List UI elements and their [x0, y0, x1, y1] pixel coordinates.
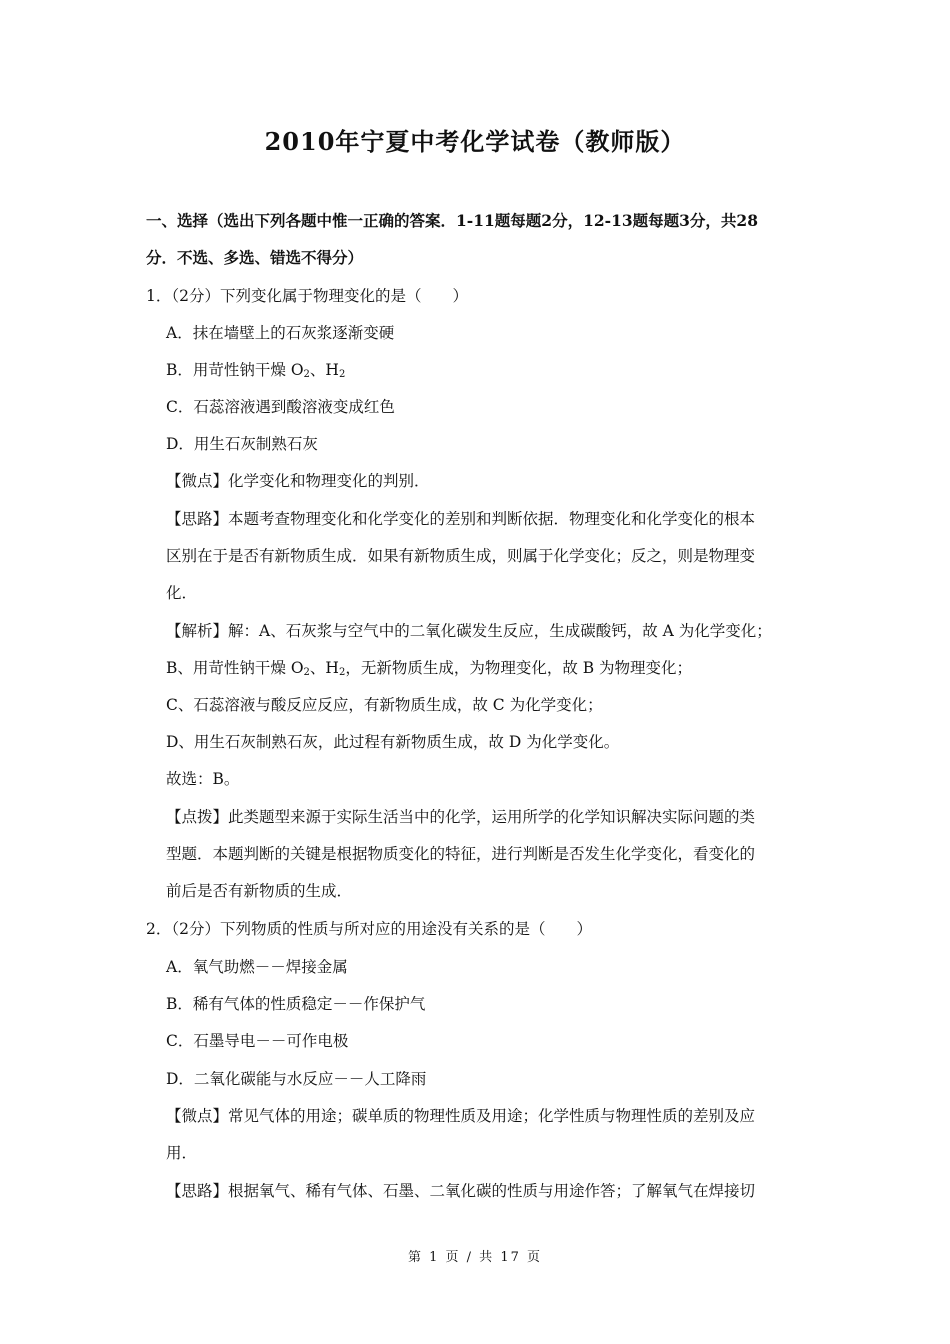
question-1-option-a: A．抹在墙壁上的石灰浆逐渐变硬: [166, 324, 395, 342]
question-2-key-point-line-2: 用．: [166, 1144, 198, 1162]
question-1-approach-line-1: 【思路】本题考查物理变化和化学变化的差别和判断依据．物理变化和化学变化的根本: [166, 510, 756, 528]
question-2-option-d: D．二氧化碳能与水反应－－人工降雨: [166, 1070, 427, 1088]
question-1-analysis-line-3: C、石蕊溶液与酸反应反应，有新物质生成，故 C 为化学变化；: [166, 696, 603, 714]
question-1-answer: 故选：B。: [166, 770, 240, 788]
question-1-stem: 1．（2分）下列变化属于物理变化的是（ ）: [146, 287, 468, 305]
page-title: 2010年宁夏中考化学试卷（教师版）: [264, 127, 686, 156]
question-2-key-point-line-1: 【微点】常见气体的用途；碳单质的物理性质及用途；化学性质与物理性质的差别及应: [166, 1107, 756, 1125]
section-heading-line-2: 分．不选、多选、错选不得分）: [146, 248, 364, 267]
question-2-option-b: B．稀有气体的性质稳定－－作保护气: [166, 995, 426, 1013]
question-1-tip-line-2: 型题．本题判断的关键是根据物质变化的特征，进行判断是否发生化学变化，看变化的: [166, 845, 756, 863]
question-1-key-point: 【微点】化学变化和物理变化的判别．: [166, 472, 430, 490]
question-1-approach-line-2: 区别在于是否有新物质生成．如果有新物质生成，则属于化学变化；反之，则是物理变: [166, 547, 756, 565]
question-1-option-c: C．石蕊溶液遇到酸溶液变成红色: [166, 398, 395, 416]
question-1-tip-line-3: 前后是否有新物质的生成．: [166, 882, 353, 900]
section-heading-line-1: 一、选择（选出下列各题中惟一正确的答案．1-11题每题2分，12-13题每题3分，共28: [146, 211, 759, 230]
question-1-option-d: D．用生石灰制熟石灰: [166, 435, 318, 453]
question-2-option-c: C．石墨导电－－可作电极: [166, 1032, 349, 1050]
question-2-stem: 2．（2分）下列物质的性质与所对应的用途没有关系的是（ ）: [146, 920, 592, 938]
page-footer: 第 1 页 / 共 17 页: [408, 1250, 542, 1265]
question-2-approach-line-1: 【思路】根据氧气、稀有气体、石墨、二氧化碳的性质与用途作答；了解氧气在焊接切: [166, 1182, 756, 1200]
question-1-approach-line-3: 化．: [166, 584, 198, 602]
question-1-tip-line-1: 【点拨】此类题型来源于实际生活当中的化学，运用所学的化学知识解决实际问题的类: [166, 808, 756, 826]
question-1-analysis-line-2: B、用苛性钠干燥 $O_2$、$H_2$，无新物质生成，为物理变化，故 B 为物理变化；: [166, 659, 693, 678]
question-2-option-a: A．氧气助燃－－焊接金属: [166, 958, 348, 976]
question-1-analysis-line-1: 【解析】解：A、石灰浆与空气中的二氧化碳发生反应，生成碳酸钙，故 A 为化学变化；: [166, 622, 772, 640]
question-1-option-b: B．用苛性钠干燥 $O_2$、$H_2$: [166, 361, 346, 380]
question-1-analysis-line-4: D、用生石灰制熟石灰，此过程有新物质生成，故 D 为化学变化。: [166, 733, 620, 751]
